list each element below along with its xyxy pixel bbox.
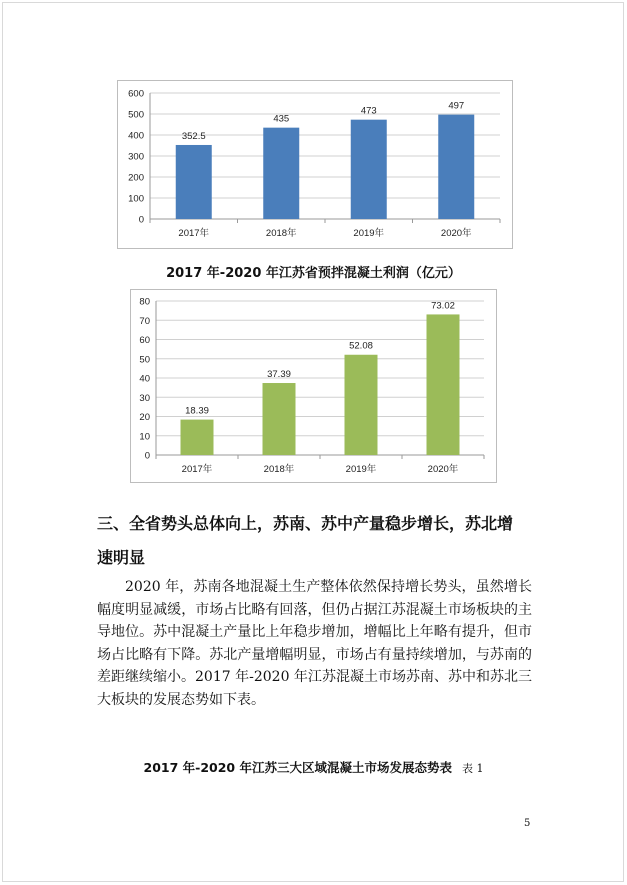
y-tick-label: 300 (128, 151, 144, 163)
y-tick-label: 10 (139, 431, 150, 443)
bar (427, 314, 460, 455)
x-tick-label: 2019年 (345, 464, 377, 475)
bar (176, 145, 212, 219)
x-tick-label: 2018年 (263, 464, 295, 475)
section-heading-line1: 三、全省势头总体向上，苏南、苏中产量稳步增长，苏北增 (97, 514, 514, 533)
table-caption-tag: 表 1 (461, 762, 484, 775)
data-label: 52.08 (349, 340, 373, 352)
profit-chart-svg (118, 81, 512, 248)
y-tick-label: 0 (138, 214, 144, 226)
growth-chart-svg (131, 290, 496, 482)
table-caption (0, 758, 627, 776)
data-label: 497 (448, 100, 465, 112)
y-tick-label: 600 (128, 88, 144, 100)
x-tick-label: 2018年 (265, 228, 297, 239)
y-tick-label: 100 (128, 193, 144, 205)
bar (438, 115, 474, 219)
section-heading (97, 507, 537, 575)
profit-chart (117, 80, 513, 249)
data-label: 18.39 (185, 405, 209, 417)
body-paragraph: 2020 年，苏南各地混凝土生产整体依然保持增长势头，虽然增长幅度明显减缓，市场占比略有回落，但仍占据江苏混凝土市场板块的主导地位。苏中混凝土产量比上年稳步增加，增幅比上年略有提升，但市场占比略有下降。苏北产量增幅明显，市场占有量持续增加，与苏南的差距继续缩小。2017 年-2020 年江苏混凝土市场苏南、苏中和苏北三大板块的发展态势如下表。 (97, 579, 532, 708)
y-tick-label: 0 (144, 450, 150, 462)
y-tick-label: 30 (139, 392, 150, 404)
bar (263, 128, 299, 219)
y-tick-label: 200 (128, 172, 144, 184)
bar (181, 420, 214, 455)
data-label: 37.39 (267, 369, 291, 381)
y-tick-label: 500 (128, 109, 144, 121)
table-caption-title: 2017 年-2020 年江苏三大区域混凝土市场发展态势表 (143, 760, 452, 775)
y-tick-label: 400 (128, 130, 144, 142)
y-tick-label: 80 (139, 296, 150, 308)
y-tick-label: 50 (139, 354, 150, 366)
data-label: 473 (360, 105, 377, 117)
section-heading-line2: 速明显 (97, 548, 146, 567)
x-tick-label: 2020年 (427, 464, 459, 475)
chart1-caption: 2017 年-2020 年江苏省预拌混凝土利润（亿元） (166, 266, 461, 281)
growth-chart (130, 289, 497, 483)
bar (345, 355, 378, 455)
data-label: 435 (273, 113, 290, 125)
y-tick-label: 20 (139, 412, 150, 423)
data-label: 352.5 (181, 130, 206, 142)
bar (263, 383, 296, 455)
x-tick-label: 2020年 (440, 228, 472, 239)
x-tick-label: 2017年 (178, 228, 210, 239)
bar (351, 120, 387, 219)
x-tick-label: 2017年 (181, 464, 213, 475)
x-tick-label: 2019年 (353, 228, 385, 239)
data-label: 73.02 (431, 300, 455, 312)
y-tick-label: 60 (139, 335, 150, 346)
y-tick-label: 70 (139, 315, 150, 327)
y-tick-label: 40 (139, 373, 150, 385)
page-number: 5 (524, 818, 531, 829)
